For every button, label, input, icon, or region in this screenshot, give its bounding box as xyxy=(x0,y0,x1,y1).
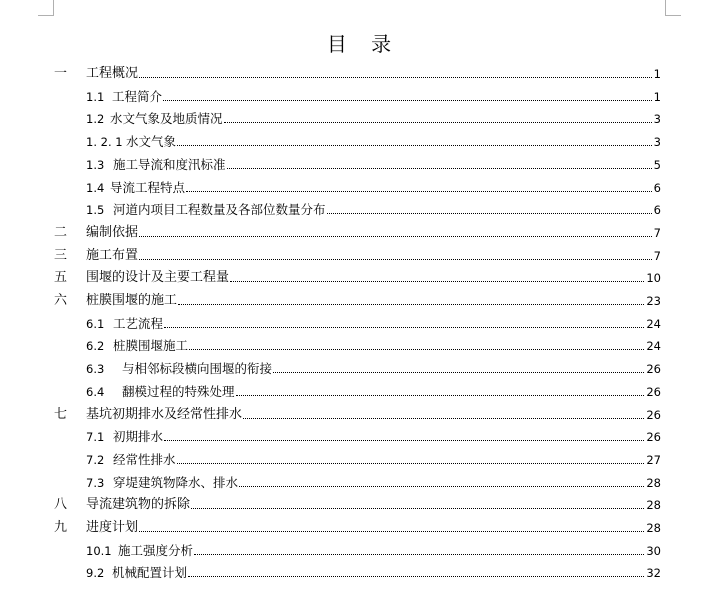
toc-entry-page-number: 24 xyxy=(646,339,661,354)
toc-entry-title: 经常性排水 xyxy=(113,451,176,467)
toc-dot-leader xyxy=(273,372,644,373)
toc-entry[interactable] xyxy=(0,541,727,561)
toc-dot-leader xyxy=(177,145,652,146)
toc-entry-number: 五 xyxy=(54,270,68,286)
toc-entry[interactable] xyxy=(0,223,727,243)
toc-entry-title: 翻模过程的特殊处理 xyxy=(122,383,235,399)
toc-entry-page-number: 24 xyxy=(646,316,661,331)
toc-entry-page-number: 7 xyxy=(653,225,661,240)
toc-entry-page-number: 1 xyxy=(653,67,661,81)
toc-entry[interactable] xyxy=(0,64,727,84)
toc-entry-page-number: 32 xyxy=(646,566,661,581)
toc-entry-number: 1.2 xyxy=(86,112,105,127)
toc-entry-number: 9.2 xyxy=(86,566,105,581)
toc-dot-leader xyxy=(227,168,652,169)
toc-entry-page-number: 3 xyxy=(653,112,661,127)
toc-dot-leader xyxy=(243,418,644,419)
toc-entry[interactable] xyxy=(0,268,727,288)
toc-entry[interactable] xyxy=(0,87,727,107)
toc-dot-leader xyxy=(236,395,645,396)
toc-entry-number: 八 xyxy=(54,497,68,513)
toc-dot-leader xyxy=(139,531,644,532)
toc-entry-number: 六 xyxy=(54,293,68,308)
toc-entry-page-number: 28 xyxy=(646,521,661,535)
toc-dot-leader xyxy=(188,576,644,577)
toc-entry-page-number: 30 xyxy=(646,543,661,558)
toc-entry-page-number: 26 xyxy=(646,430,661,445)
toc-entry[interactable] xyxy=(0,109,727,129)
toc-entry[interactable] xyxy=(0,314,727,334)
toc-dot-leader xyxy=(164,327,644,328)
toc-entry[interactable] xyxy=(0,495,727,515)
toc-heading: 目 录 xyxy=(326,32,401,56)
toc-dot-leader xyxy=(178,304,644,305)
toc-dot-leader xyxy=(177,463,645,464)
toc-entry-page-number: 27 xyxy=(646,452,661,467)
toc-entry-page-number: 26 xyxy=(646,362,661,377)
toc-entry[interactable] xyxy=(0,382,727,402)
toc-entry[interactable] xyxy=(0,427,727,447)
toc-entry-number: 1. 2. 1 xyxy=(86,135,123,150)
toc-entry-title: 工艺流程 xyxy=(113,315,164,331)
toc-entry-page-number: 26 xyxy=(646,384,661,399)
toc-dot-leader xyxy=(239,486,644,487)
toc-dot-leader xyxy=(163,100,652,101)
toc-entry[interactable] xyxy=(0,246,727,266)
toc-entry-title: 工程概况 xyxy=(86,66,139,81)
toc-entry-page-number: 7 xyxy=(653,248,661,263)
toc-dot-leader xyxy=(224,122,652,123)
toc-entry-title: 桩膜围堰施工 xyxy=(113,338,189,354)
toc-entry[interactable] xyxy=(0,473,727,493)
toc-entry-number: 1.1 xyxy=(86,89,105,104)
toc-entry-page-number: 28 xyxy=(646,498,661,513)
toc-entry-page-number: 1 xyxy=(653,89,661,104)
toc-entry[interactable] xyxy=(0,291,727,311)
toc-entry-number: 1.4 xyxy=(86,180,105,195)
toc-entry-number: 二 xyxy=(54,224,68,240)
toc-entry[interactable] xyxy=(0,132,727,152)
toc-entry-title: 水文气象及地质情况 xyxy=(110,111,223,127)
toc-entry-number: 7.2 xyxy=(86,452,105,467)
toc-entry-title: 穿堤建筑物降水、排水 xyxy=(113,474,239,490)
toc-entry-title: 水文气象 xyxy=(126,134,177,150)
toc-dot-leader xyxy=(139,77,652,78)
toc-entry-page-number: 23 xyxy=(646,294,661,308)
toc-dot-leader xyxy=(139,259,652,260)
toc-entry-number: 七 xyxy=(54,406,68,422)
toc-dot-leader xyxy=(189,349,644,350)
toc-entry-title: 桩膜围堰的施工 xyxy=(86,293,178,308)
toc-entry[interactable] xyxy=(0,518,727,538)
toc-entry-page-number: 28 xyxy=(646,475,661,490)
toc-entry-page-number: 26 xyxy=(646,407,661,422)
toc-entry-page-number: 3 xyxy=(653,135,661,150)
toc-entry-number: 6.2 xyxy=(86,339,105,354)
toc-dot-leader xyxy=(139,236,652,237)
toc-entry-title: 初期排水 xyxy=(113,429,164,445)
toc-entry-number: 6.1 xyxy=(86,316,105,331)
toc-entry-title: 与相邻标段横向围堰的衔接 xyxy=(122,361,273,377)
crop-mark-top-right xyxy=(665,0,681,16)
toc-dot-leader xyxy=(191,508,644,509)
crop-mark-top-left xyxy=(38,0,54,16)
toc-entry[interactable] xyxy=(0,336,727,356)
toc-entry-title: 导流工程特点 xyxy=(110,179,186,195)
toc-entry-number: 1.5 xyxy=(86,203,105,218)
toc-entry-page-number: 6 xyxy=(653,203,661,218)
toc-entry-number: 6.4 xyxy=(86,384,105,399)
toc-entry-number: 九 xyxy=(54,520,68,535)
toc-entry[interactable] xyxy=(0,405,727,425)
toc-entry-number: 10.1 xyxy=(86,543,112,558)
toc-dot-leader xyxy=(164,440,644,441)
toc-entry[interactable] xyxy=(0,563,727,583)
toc-entry-title: 编制依据 xyxy=(86,224,139,240)
toc-entry[interactable] xyxy=(0,450,727,470)
toc-entry-title: 进度计划 xyxy=(86,520,139,535)
toc-entry-title: 围堰的设计及主要工程量 xyxy=(86,270,230,286)
toc-entry-title: 机械配置计划 xyxy=(112,565,188,581)
toc-entry-title: 施工导流和度汛标准 xyxy=(113,156,226,172)
toc-entry[interactable] xyxy=(0,178,727,198)
toc-entry[interactable] xyxy=(0,200,727,220)
toc-dot-leader xyxy=(327,213,652,214)
toc-dot-leader xyxy=(186,191,652,192)
toc-entry-title: 施工强度分析 xyxy=(118,542,194,558)
toc-entry-page-number: 10 xyxy=(646,271,661,286)
toc-dot-leader xyxy=(230,281,644,282)
toc-entry[interactable] xyxy=(0,155,727,175)
toc-entry-title: 施工布置 xyxy=(86,247,139,263)
toc-entry-page-number: 5 xyxy=(653,157,661,172)
toc-entry-title: 导流建筑物的拆除 xyxy=(86,497,191,513)
toc-entry-title: 基坑初期排水及经常性排水 xyxy=(86,406,243,422)
toc-entry-number: 1.3 xyxy=(86,157,105,172)
toc-entry-page-number: 6 xyxy=(653,180,661,195)
toc-entry-number: 7.1 xyxy=(86,430,105,445)
toc-entry-title: 工程简介 xyxy=(112,88,163,104)
toc-dot-leader xyxy=(194,554,644,555)
toc-entry-number: 7.3 xyxy=(86,475,105,490)
toc-entry-number: 6.3 xyxy=(86,362,105,377)
toc-entry[interactable] xyxy=(0,359,727,379)
toc-entry-title: 河道内项目工程数量及各部位数量分布 xyxy=(113,202,326,218)
toc-entry-number: 三 xyxy=(54,247,68,263)
toc-entry-number: 一 xyxy=(54,66,68,81)
